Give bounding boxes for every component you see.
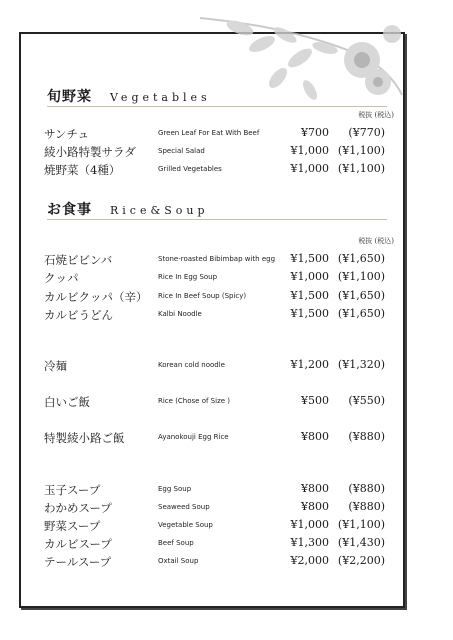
item-name-jp: カルビうどん	[44, 308, 113, 322]
item-name-en: Green Leaf For Eat With Beef	[158, 129, 260, 137]
item-price: ¥800	[301, 482, 329, 495]
item-name-en: Special Salad	[158, 147, 205, 155]
menu-item	[44, 270, 389, 286]
menu-item	[44, 144, 389, 160]
item-price: ¥1,000	[290, 270, 329, 283]
item-price-tax-incl: (¥1,430)	[337, 536, 385, 549]
item-price-tax-incl: (¥1,100)	[337, 270, 385, 283]
item-name-en: Korean cold noodle	[158, 361, 225, 369]
item-price: ¥1,000	[290, 162, 329, 175]
item-name-jp: テールスープ	[44, 555, 112, 569]
item-price-tax-incl: (¥880)	[348, 482, 385, 495]
menu-item	[44, 252, 389, 268]
item-name-en: Rice In Egg Soup	[158, 273, 218, 281]
item-name-en: Oxtail Soup	[158, 557, 199, 565]
item-name-en: Beef Soup	[158, 539, 194, 547]
section-divider	[47, 219, 387, 220]
item-name-en: Grilled Vegetables	[158, 165, 222, 173]
item-name-jp: 白いご飯	[44, 395, 90, 409]
item-price: ¥2,000	[290, 554, 329, 567]
tax-note: 税抜 (税込)	[358, 111, 394, 119]
menu-item	[44, 482, 389, 498]
section-title-jp: お食事	[47, 202, 92, 218]
item-price: ¥800	[301, 430, 329, 443]
item-name-en: Vegetable Soup	[158, 521, 213, 529]
menu-item	[44, 518, 389, 534]
menu-item	[44, 358, 389, 374]
item-price: ¥500	[301, 394, 329, 407]
menu-item	[44, 536, 389, 552]
item-name-jp: カルビクッパ（辛）	[44, 290, 148, 304]
section-title-en: Vegetables	[110, 91, 211, 104]
item-name-jp: サンチュ	[44, 127, 90, 141]
item-price-tax-incl: (¥770)	[348, 126, 385, 139]
menu-item	[44, 394, 389, 410]
section-title	[47, 199, 209, 219]
item-name-jp: 特製綾小路ご飯	[44, 431, 125, 445]
item-name-jp: 焼野菜（4種）	[44, 163, 121, 177]
item-name-jp: 石焼ビビンバ	[44, 253, 113, 267]
item-price-tax-incl: (¥1,320)	[337, 358, 385, 371]
item-name-jp: 綾小路特製サラダ	[44, 145, 136, 159]
menu-item	[44, 126, 389, 142]
item-name-jp: わかめスープ	[44, 501, 112, 515]
section-title-jp: 旬野菜	[47, 89, 92, 105]
tax-note: 税抜 (税込)	[358, 237, 394, 245]
item-price-tax-incl: (¥1,650)	[337, 252, 385, 265]
section-title-en: Rice&Soup	[110, 204, 209, 217]
menu-item	[44, 500, 389, 516]
item-name-en: Ayanokouji Egg Rice	[158, 433, 229, 441]
menu-item	[44, 554, 389, 570]
item-name-jp: カルビスープ	[44, 537, 112, 551]
item-price-tax-incl: (¥1,100)	[337, 162, 385, 175]
item-price: ¥1,500	[290, 289, 329, 302]
item-price-tax-incl: (¥1,650)	[337, 289, 385, 302]
item-name-en: Stone-roasted Bibimbap with egg	[158, 255, 276, 263]
item-price: ¥1,000	[290, 144, 329, 157]
item-name-en: Egg Soup	[158, 485, 192, 493]
item-name-jp: クッパ	[44, 271, 79, 285]
section-divider	[47, 106, 387, 107]
menu-item	[44, 162, 389, 178]
menu-item	[44, 307, 389, 323]
item-name-jp: 冷麺	[44, 359, 67, 373]
item-price-tax-incl: (¥880)	[348, 430, 385, 443]
item-name-en: Kalbi Noodle	[158, 310, 202, 318]
menu-item	[44, 430, 389, 446]
item-price-tax-incl: (¥1,100)	[337, 518, 385, 531]
menu-item	[44, 289, 389, 305]
item-price-tax-incl: (¥880)	[348, 500, 385, 513]
item-price-tax-incl: (¥550)	[348, 394, 385, 407]
item-name-jp: 玉子スープ	[44, 483, 101, 497]
item-name-jp: 野菜スープ	[44, 519, 101, 533]
section-title	[47, 86, 211, 106]
item-name-en: Seaweed Soup	[158, 503, 210, 511]
item-price-tax-incl: (¥2,200)	[337, 554, 385, 567]
item-price: ¥1,300	[290, 536, 329, 549]
item-price: ¥1,500	[290, 307, 329, 320]
item-price: ¥800	[301, 500, 329, 513]
item-name-en: Rice In Beef Soup (Spicy)	[158, 292, 247, 300]
item-price: ¥700	[301, 126, 329, 139]
item-price: ¥1,200	[290, 358, 329, 371]
item-price: ¥1,500	[290, 252, 329, 265]
item-name-en: Rice (Chose of Size )	[158, 397, 231, 405]
item-price-tax-incl: (¥1,650)	[337, 307, 385, 320]
item-price-tax-incl: (¥1,100)	[337, 144, 385, 157]
item-price: ¥1,000	[290, 518, 329, 531]
